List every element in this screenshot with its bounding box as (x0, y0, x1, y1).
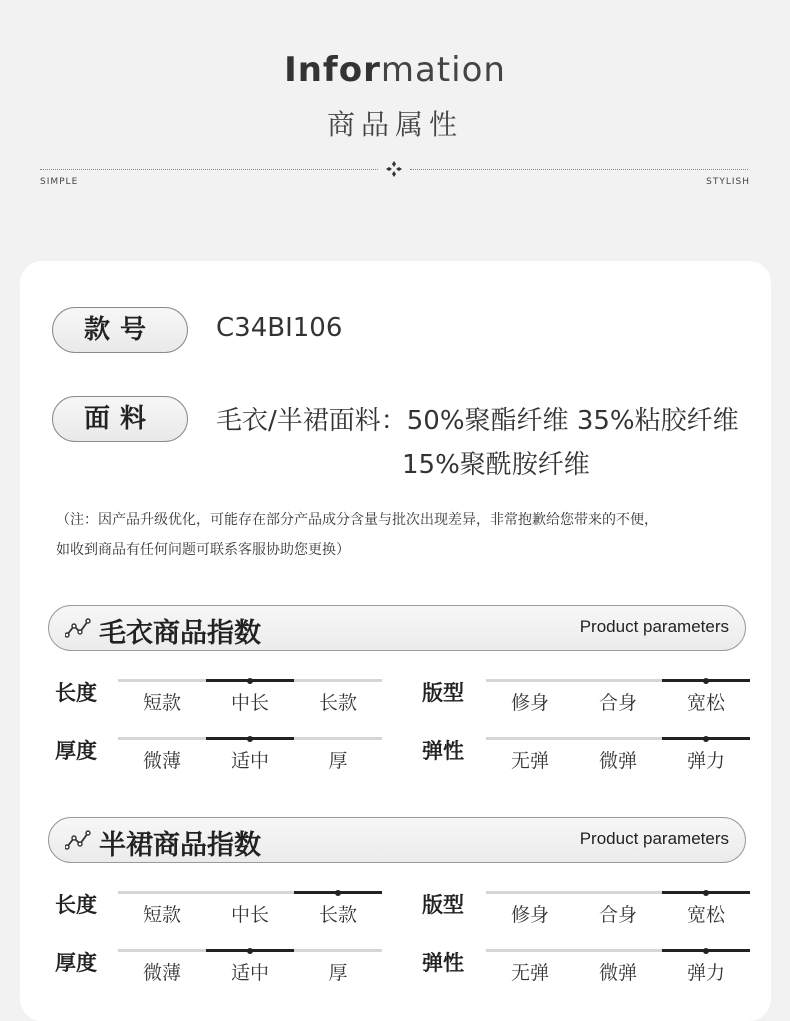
scale-option: 合身 (598, 692, 637, 714)
scale-option: 短款 (142, 904, 181, 926)
scale-segment (574, 737, 662, 740)
title-english-light: mation (380, 50, 506, 90)
note-line-2: 如收到商品有任何问题可联系客服协助您更换） (56, 542, 350, 558)
scale-segment (574, 949, 662, 952)
sweater-index-header (48, 605, 746, 651)
skirt-index-subtitle: Product parameters (579, 829, 729, 848)
scale-segment-selected (662, 891, 750, 894)
scale-option: 修身 (510, 692, 549, 714)
scale-segment-selected (294, 891, 382, 894)
scale-option: 中长 (230, 692, 269, 714)
title-chinese: 商品属性 (326, 108, 463, 141)
scale-segment-selected (206, 949, 294, 952)
scale-option: 无弹 (510, 962, 549, 984)
scale-option: 修身 (510, 904, 549, 926)
sweater-fit-label: 版型 (422, 681, 464, 705)
style-number-pill: 款号 (52, 307, 188, 353)
skirt-length-scale (118, 891, 382, 927)
scale-segment-selected (206, 737, 294, 740)
sweater-elasticity-scale (486, 737, 750, 773)
sweater-index-title: 毛衣商品指数 (99, 618, 261, 649)
skirt-index-header (48, 817, 746, 863)
scale-option: 微弹 (598, 962, 637, 984)
scale-segment (574, 679, 662, 682)
scale-segment (486, 737, 574, 740)
scale-option: 短款 (142, 692, 181, 714)
sweater-length-label: 长度 (55, 681, 97, 705)
title-english-bold: Infor (284, 50, 381, 90)
sweater-fit-scale (486, 679, 750, 715)
scale-option: 适中 (230, 750, 269, 772)
fabric-line-1: 毛衣/半裙面料：50%聚酯纤维 35%粘胶纤维 (216, 406, 739, 436)
sweater-length-scale (118, 679, 382, 715)
style-number-value: C34BI106 (216, 313, 343, 343)
skirt-thickness-scale (118, 949, 382, 985)
scale-option: 微薄 (142, 962, 181, 984)
fabric-line-2: 15%聚酰胺纤维 (402, 450, 590, 480)
scale-segment (486, 679, 574, 682)
scale-segment-selected (206, 679, 294, 682)
scale-option: 弹力 (686, 962, 725, 984)
scale-option: 微弹 (598, 750, 637, 772)
scale-option: 微薄 (142, 750, 181, 772)
skirt-length-label: 长度 (55, 893, 97, 917)
skirt-elasticity-scale (486, 949, 750, 985)
scale-segment-selected (662, 737, 750, 740)
scale-segment (486, 949, 574, 952)
four-diamond-ornament-icon (384, 159, 404, 179)
scale-option: 厚 (328, 750, 348, 772)
page-header (0, 0, 790, 240)
scale-segment (206, 891, 294, 894)
sweater-index-subtitle: Product parameters (579, 617, 729, 636)
divider-left (40, 169, 378, 170)
label-simple: SIMPLE (40, 177, 79, 187)
scale-segment (118, 891, 206, 894)
scale-option: 无弹 (510, 750, 549, 772)
sweater-thickness-scale (118, 737, 382, 773)
scale-segment (118, 949, 206, 952)
scale-option: 宽松 (686, 692, 725, 714)
skirt-fit-label: 版型 (422, 893, 464, 917)
scale-segment-selected (662, 679, 750, 682)
scale-option: 弹力 (686, 750, 725, 772)
skirt-index-title: 半裙商品指数 (99, 830, 261, 861)
scale-segment (118, 737, 206, 740)
scale-segment (294, 737, 382, 740)
trend-line-icon (65, 618, 91, 638)
scale-option: 长款 (318, 692, 357, 714)
label-stylish: STYLISH (706, 177, 750, 187)
trend-line-icon (65, 830, 91, 850)
fabric-pill: 面料 (52, 396, 188, 442)
scale-segment (294, 679, 382, 682)
scale-option: 适中 (230, 962, 269, 984)
scale-segment (574, 891, 662, 894)
sweater-elasticity-label: 弹性 (422, 739, 464, 763)
sweater-thickness-label: 厚度 (55, 739, 97, 763)
skirt-thickness-label: 厚度 (55, 951, 97, 975)
note-line-1: （注：因产品升级优化，可能存在部分产品成分含量与批次出现差异，非常抱歉给您带来的不便， (56, 512, 658, 528)
scale-segment (486, 891, 574, 894)
scale-segment-selected (662, 949, 750, 952)
scale-option: 宽松 (686, 904, 725, 926)
scale-option: 合身 (598, 904, 637, 926)
skirt-fit-scale (486, 891, 750, 927)
scale-option: 厚 (328, 962, 348, 984)
scale-option: 中长 (230, 904, 269, 926)
scale-segment (294, 949, 382, 952)
title-english (0, 50, 790, 90)
skirt-elasticity-label: 弹性 (422, 951, 464, 975)
divider-right (410, 169, 748, 170)
scale-option: 长款 (318, 904, 357, 926)
scale-segment (118, 679, 206, 682)
